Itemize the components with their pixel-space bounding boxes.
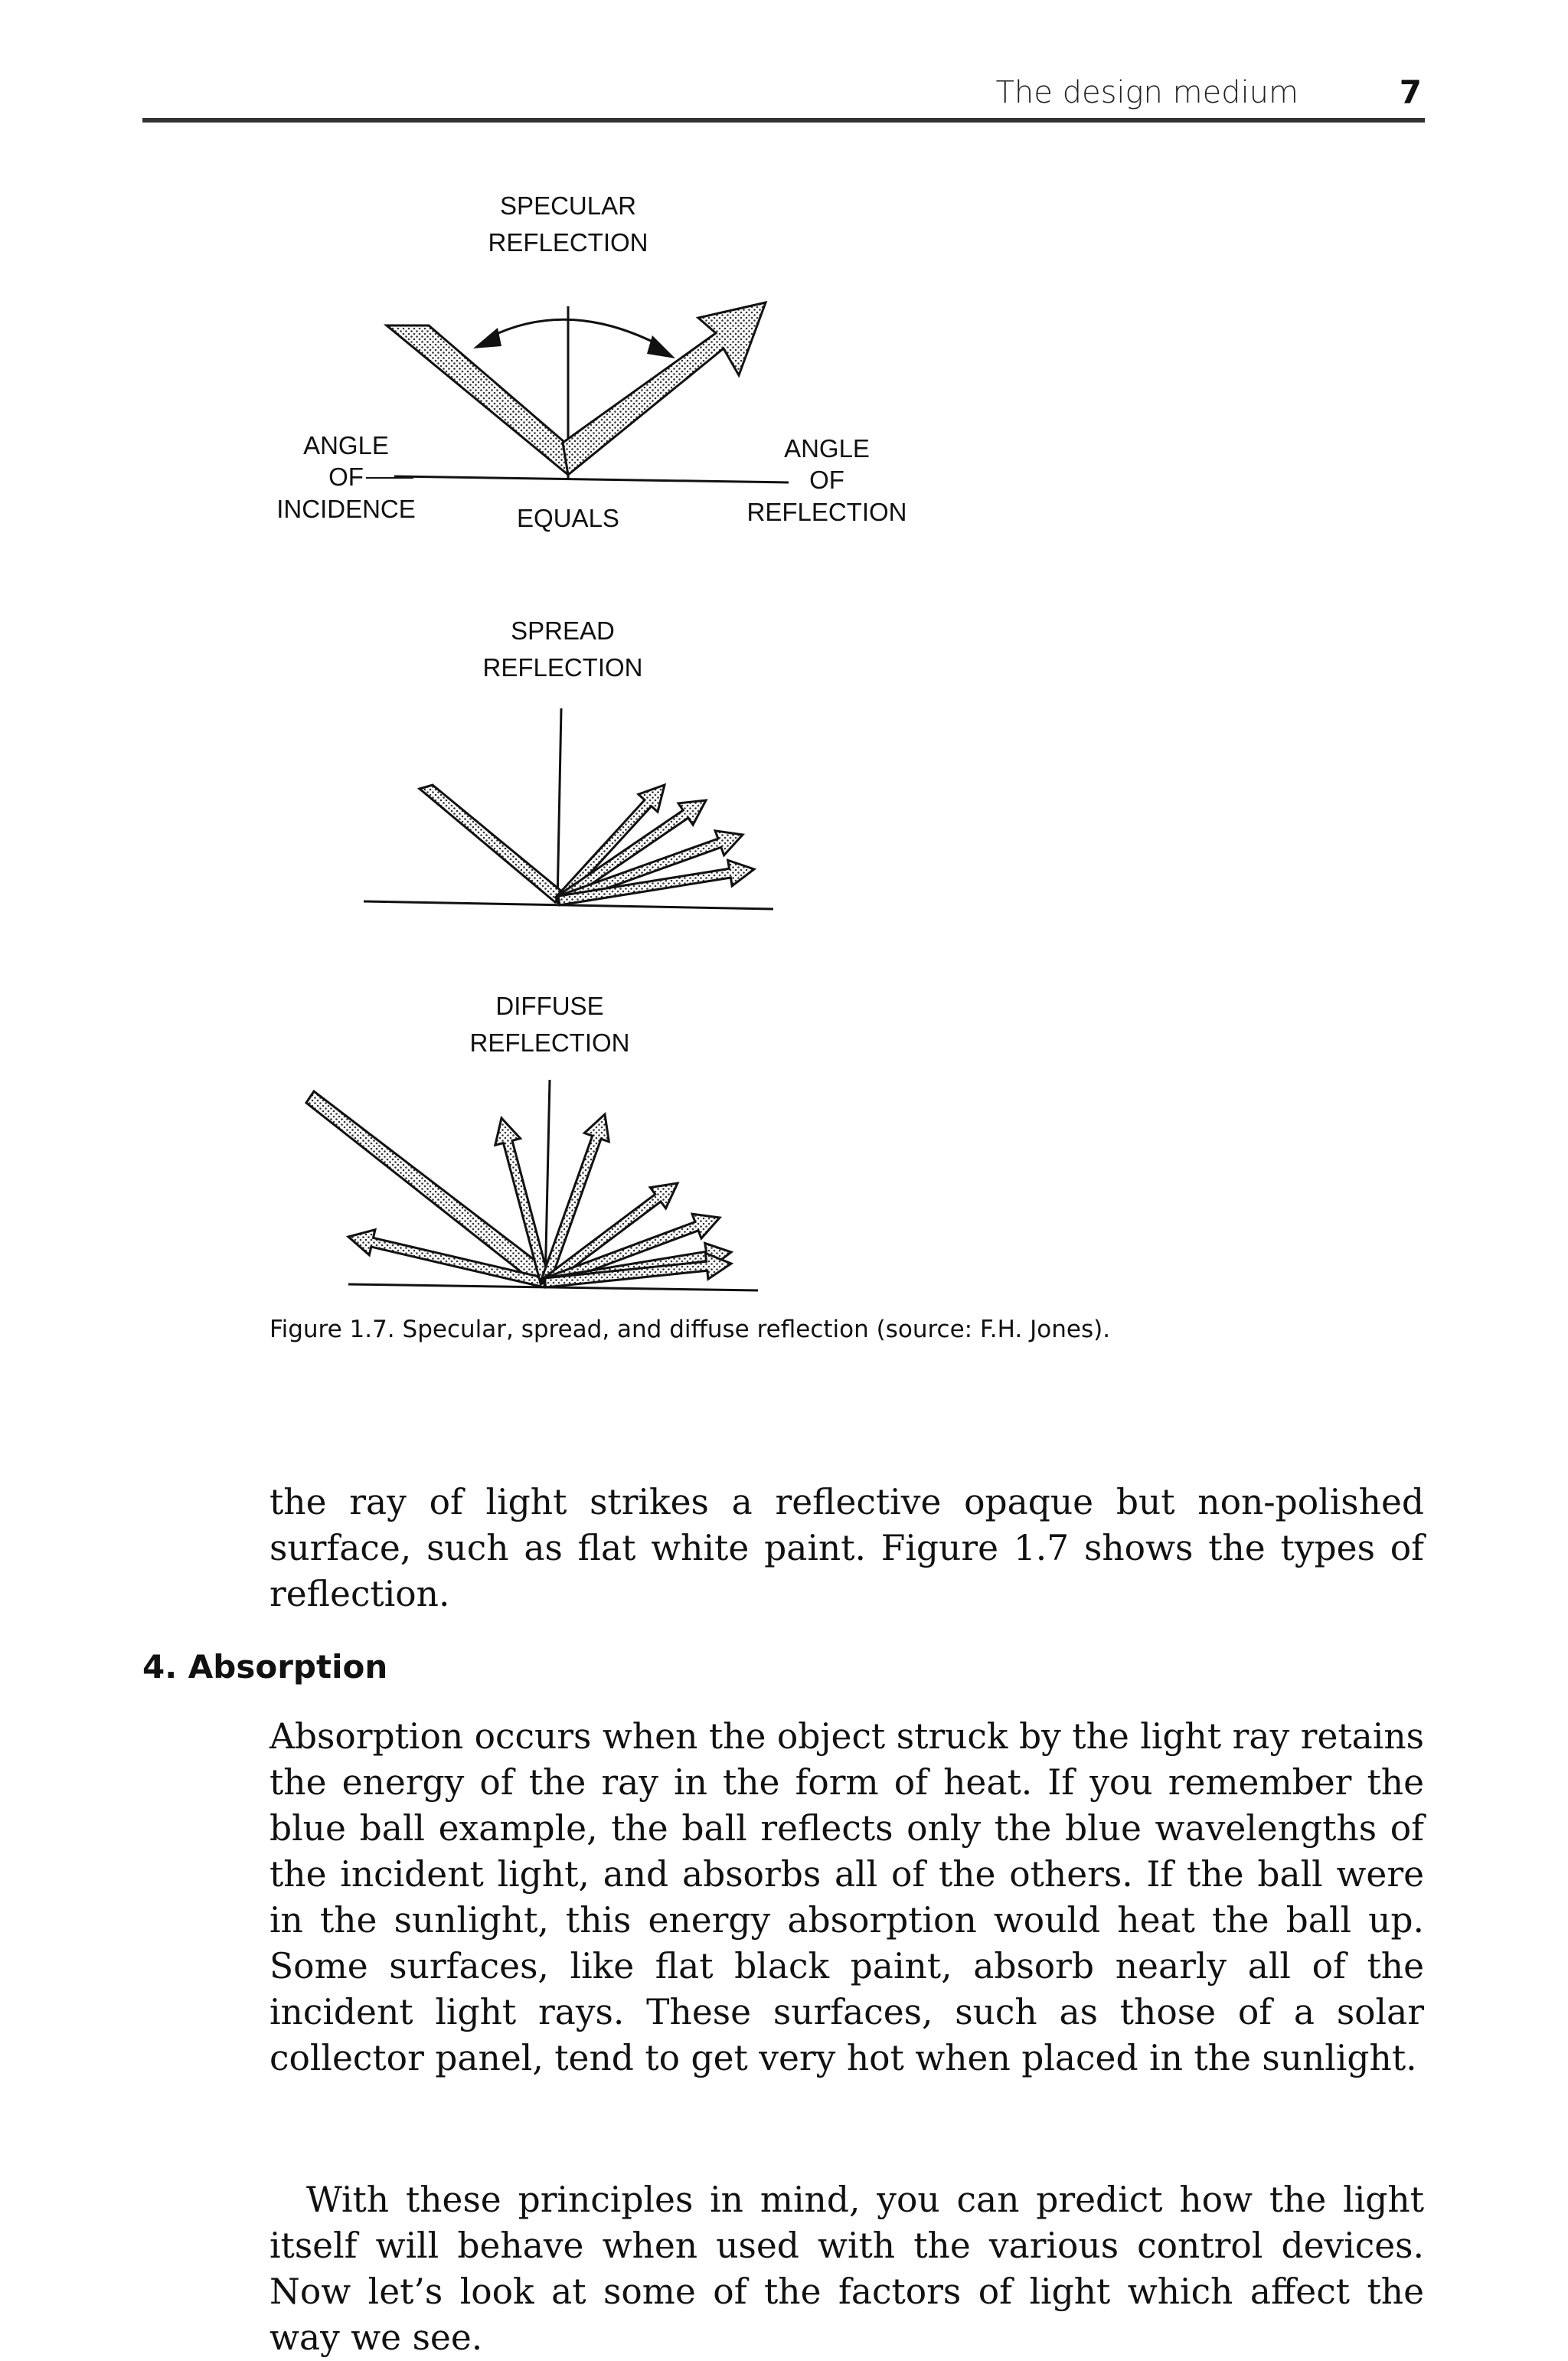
spread-reflected-rays <box>556 785 754 905</box>
reflection-angle-label-line3: REFLECTION <box>746 498 907 526</box>
angle-arc <box>490 319 658 345</box>
specular-title-line1: SPECULAR <box>500 191 636 220</box>
diffuse-title-line2: REFLECTION <box>469 1028 630 1057</box>
incidence-label-line3: INCIDENCE <box>276 495 416 523</box>
specular-title-line2: REFLECTION <box>488 228 648 257</box>
paragraph-absorption: Absorption occurs when the object struck by the light ray retains the energy of the ray in the form of heat. If you remember the blue ball example, the ball reflects only the blue wavelengths of the incident light, and absorbs all of the others. If the ball were in the sunlight, this energy absorption would heat the ball up. Some surfaces, like flat black paint, absorb nearly all of the incident light rays. These surfaces, such as those of a solar collector panel, tend to get very hot when placed in the sunlight. <box>270 1716 1424 2078</box>
specular-diagram <box>276 191 906 532</box>
equals-label: EQUALS <box>517 504 619 532</box>
diffuse-title-line1: DIFFUSE <box>495 992 604 1020</box>
spread-title-line1: SPREAD <box>511 616 615 645</box>
arc-arrowhead-right <box>647 335 675 358</box>
diffuse-reflected-rays <box>348 1114 731 1287</box>
incidence-label-line1: ANGLE <box>303 431 389 459</box>
paragraph-principles: With these principles in mind, you can predict how the light itself will behave when used with the various control devices. Now let’s look at some of the factors of light which affect the way we see. <box>270 2180 1424 2358</box>
specular-surface <box>394 476 789 482</box>
section-heading-absorption: 4. Absorption <box>142 1648 388 1686</box>
spread-diagram <box>364 616 773 909</box>
spread-title-line2: REFLECTION <box>482 653 643 682</box>
incidence-label-line2: OF <box>328 463 364 491</box>
running-title: The design medium <box>995 75 1298 110</box>
reflected-ray-band <box>563 302 766 475</box>
reflection-angle-label-line1: ANGLE <box>784 434 870 463</box>
paragraph-continued: the ray of light strikes a reflective opaque but non-polished surface, such as flat white paint. Figure 1.7 shows the types of reflection. <box>270 1482 1424 1614</box>
reflection-angle-label-line2: OF <box>809 466 844 494</box>
incident-ray-band <box>387 325 576 475</box>
spread-incident-ray <box>420 785 563 902</box>
figure-caption: Figure 1.7. Specular, spread, and diffuse reflection (source: F.H. Jones). <box>270 1316 1111 1343</box>
arc-arrowhead-left <box>473 328 501 348</box>
page-number: 7 <box>1399 74 1422 111</box>
spread-normal <box>557 708 561 904</box>
diffuse-diagram <box>306 992 758 1290</box>
